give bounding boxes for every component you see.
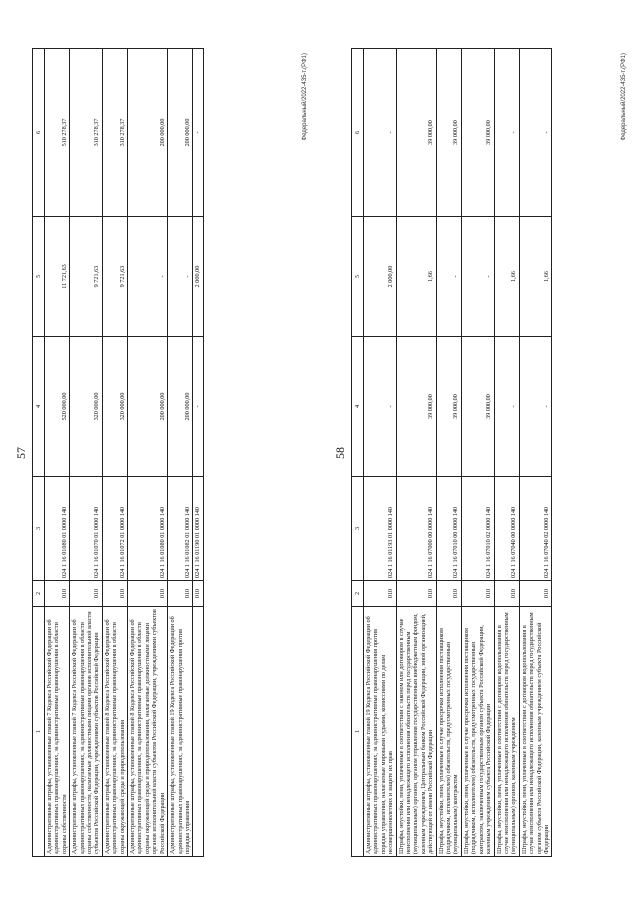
- row-col4-value: 39 000,00: [461, 336, 494, 476]
- budget-table: [351, 48, 552, 857]
- row-budget-code: 024 1 16 01070 01 0000 140: [69, 476, 102, 580]
- page-number: 58: [332, 446, 347, 459]
- row-description: Штрафы, неустойки, пени, уплаченные в соответствии с договором водопользования в случае неисполнения или ненадлежащего исполнения обязательств перед государственным органом субъекта Российской Федерации, казенным учреждением субъекта Российской Федерации: [519, 606, 552, 856]
- header-cell: 2: [351, 580, 363, 606]
- row-col6-value: -: [494, 48, 519, 216]
- row-admin-code: 010: [167, 580, 192, 606]
- row-col6-value: 39 000,00: [396, 48, 436, 216]
- row-budget-code: 024 1 16 01190 01 0000 140: [192, 476, 202, 580]
- row-col5-value: -: [167, 216, 192, 336]
- header-cell: 1: [32, 606, 44, 856]
- row-col6-value: -: [519, 48, 552, 216]
- row-description: Штрафы, неустойки, пени, уплаченные в соответствии с законом или договором в случае неисполнения или ненадлежащего исполнения обязательств перед государственным (муниципальным) органом, органом управления государственным внебюджетным фондом, казенным учреждением, Центральным банком Российской Федерации, иной организацией, действующей от имени Российской Федерации: [396, 606, 436, 856]
- table-row: [167, 48, 192, 856]
- table-row: [396, 48, 436, 856]
- row-col4-value: 320 000,00: [69, 336, 102, 476]
- table-header-row: [351, 48, 363, 856]
- row-budget-code: 024 1 16 01082 01 0000 140: [167, 476, 192, 580]
- row-col6-value: 200 000,00: [167, 48, 192, 216]
- row-budget-code: 024 1 16 01080 01 0000 140: [44, 476, 69, 580]
- header-cell: 4: [351, 336, 363, 476]
- row-col4-value: -: [519, 336, 552, 476]
- row-budget-code: 024 1 16 07040 00 0000 140: [494, 476, 519, 580]
- rotated-page-content: [329, 43, 629, 863]
- row-col6-value: 310 278,37: [69, 48, 102, 216]
- row-col5-value: 11 721,63: [44, 216, 69, 336]
- page-number: 57: [13, 446, 28, 459]
- row-description: Штрафы, неустойки, пени, уплаченные в случае просрочки исполнения поставщиком (подрядчиком, исполнителем) обязательств, предусмотренных государственным контрактом, заключенным государственным органом субъекта Российской Федерации, казенным учреждением субъекта Российской Федерации: [461, 606, 494, 856]
- table-row: [363, 48, 396, 856]
- row-budget-code: 024 1 16 01193 01 0000 140: [363, 476, 396, 580]
- row-admin-code: 010: [192, 580, 202, 606]
- row-admin-code: 010: [396, 580, 436, 606]
- row-col5-value: 1,66: [519, 216, 552, 336]
- header-cell: 6: [351, 48, 363, 216]
- row-col6-value: 510 278,37: [44, 48, 69, 216]
- table-row: [192, 48, 202, 856]
- row-col5-value: -: [461, 216, 494, 336]
- row-col5-value: 1,66: [396, 216, 436, 336]
- row-col4-value: -: [192, 336, 202, 476]
- header-cell: 1: [351, 606, 363, 856]
- row-description: [192, 606, 202, 856]
- row-budget-code: 024 1 16 07000 00 0000 140: [396, 476, 436, 580]
- document-footer: Федеральный/2022-435-т.(РФ1): [301, 52, 308, 140]
- header-cell: 3: [32, 476, 44, 580]
- row-admin-code: 010: [494, 580, 519, 606]
- row-col5-value: -: [127, 216, 167, 336]
- table-header-row: [32, 48, 44, 856]
- table-row: [436, 48, 461, 856]
- row-col6-value: 310 278,37: [102, 48, 127, 216]
- row-col6-value: 39 000,00: [461, 48, 494, 216]
- table-row: [461, 48, 494, 856]
- row-col4-value: -: [494, 336, 519, 476]
- row-budget-code: 024 1 16 01072 01 0000 140: [102, 476, 127, 580]
- header-cell: 3: [351, 476, 363, 580]
- row-admin-code: 010: [461, 580, 494, 606]
- rotated-page-content: [10, 43, 310, 863]
- header-cell: 2: [32, 580, 44, 606]
- row-col5-value: 1,66: [494, 216, 519, 336]
- table-row: [519, 48, 552, 856]
- row-col4-value: 520 000,00: [44, 336, 69, 476]
- row-description: Административные штрафы, установленные главой 7 Кодекса Российской Федерации об административных правонарушениях, за административные правонарушения в области охраны собственности, налагаемые должностными лицами органов исполнительной власти субъектов Российской Федерации, учреждениями субъектов Российской Федерации: [69, 606, 102, 856]
- row-budget-code: 024 1 16 07010 02 0000 140: [461, 476, 494, 580]
- row-admin-code: 010: [102, 580, 127, 606]
- row-col4-value: 200 000,00: [167, 336, 192, 476]
- row-admin-code: 010: [44, 580, 69, 606]
- row-col5-value: 9 721,63: [69, 216, 102, 336]
- header-cell: 5: [351, 216, 363, 336]
- row-budget-code: 024 1 16 07040 02 0000 140: [519, 476, 552, 580]
- table-row: [127, 48, 167, 856]
- page-58: [319, 0, 638, 905]
- row-admin-code: 010: [436, 580, 461, 606]
- table-row: [44, 48, 69, 856]
- row-col6-value: 39 000,00: [436, 48, 461, 216]
- row-col6-value: -: [192, 48, 202, 216]
- row-budget-code: 024 1 16 07010 00 0000 140: [436, 476, 461, 580]
- row-col5-value: 2 000,00: [192, 216, 202, 336]
- row-description: Административные штрафы, установленные главой 19 Кодекса Российской Федерации об административных правонарушениях, за административные правонарушения против порядка управления, налагаемые мировыми судьями, комиссиями по делам несовершеннолетних и защите их прав: [363, 606, 396, 856]
- row-col5-value: 2 000,00: [363, 216, 396, 336]
- row-col4-value: -: [363, 336, 396, 476]
- row-col6-value: 200 000,00: [127, 48, 167, 216]
- row-description: Административные штрафы, установленные главой 19 Кодекса Российской Федерации об административных правонарушениях, за административные правонарушения против порядка управления: [167, 606, 192, 856]
- row-description: Административные штрафы, установленные главой 7 Кодекса Российской Федерации об административных правонарушениях, за административные правонарушения в области охраны собственности: [44, 606, 69, 856]
- row-admin-code: 010: [127, 580, 167, 606]
- row-col4-value: 200 000,00: [127, 336, 167, 476]
- header-cell: 4: [32, 336, 44, 476]
- row-col4-value: 39 000,00: [436, 336, 461, 476]
- budget-table: [32, 48, 204, 857]
- row-description: Административные штрафы, установленные главой 8 Кодекса Российской Федерации об административных правонарушениях, за административные правонарушения в области охраны окружающей среды и природопользования, налагаемые должностными лицами органов исполнительной власти субъектов Российской Федерации, учреждениями субъектов Российской Федерации: [127, 606, 167, 856]
- row-admin-code: 010: [363, 580, 396, 606]
- row-col5-value: -: [436, 216, 461, 336]
- row-col4-value: 320 000,00: [102, 336, 127, 476]
- row-col4-value: 39 000,00: [396, 336, 436, 476]
- header-cell: 5: [32, 216, 44, 336]
- row-description: Административные штрафы, установленные главой 8 Кодекса Российской Федерации об административных правонарушениях, за административные правонарушения в области охраны окружающей среды и природопользования: [102, 606, 127, 856]
- row-budget-code: 024 1 16 01080 01 0000 140: [127, 476, 167, 580]
- row-col5-value: 9 721,63: [102, 216, 127, 336]
- row-admin-code: 010: [69, 580, 102, 606]
- row-admin-code: 010: [519, 580, 552, 606]
- table-row: [494, 48, 519, 856]
- table-row: [69, 48, 102, 856]
- row-description: Штрафы, неустойки, пени, уплаченные в соответствии с договором водопользования в случае неисполнения или ненадлежащего исполнения обязательств перед государственным (муниципальным) органом, казенным учреждением: [494, 606, 519, 856]
- header-cell: 6: [32, 48, 44, 216]
- row-description: Штрафы, неустойки, пени, уплаченные в случае просрочки исполнения поставщиком (подрядчиком, исполнителем) обязательств, предусмотренных государственным (муниципальным) контрактом: [436, 606, 461, 856]
- table-row: [102, 48, 127, 856]
- document-footer: Федеральный/2022-435-т.(РФ1): [620, 52, 627, 140]
- row-col6-value: -: [363, 48, 396, 216]
